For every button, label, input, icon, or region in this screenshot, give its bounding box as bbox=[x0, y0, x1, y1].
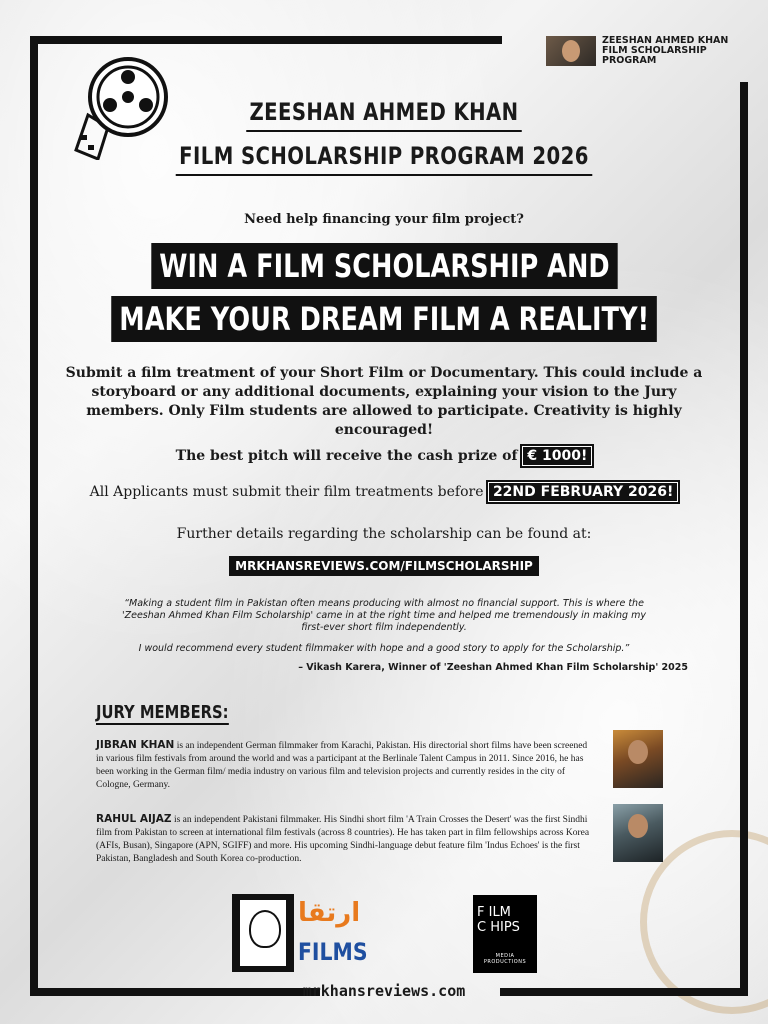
testimonial-quote: “Making a student film in Pakistan often means producing with almost no financial support. This is where the 'Zeeshan Ahmed Khan Film Scholarship' came in at the right time and helped me tremendously in making my first-ever short film independently. bbox=[122, 598, 646, 633]
jury-bio-1 bbox=[96, 739, 596, 792]
jury-name-2: RAHUL AIJAZ bbox=[96, 813, 172, 825]
question-text: Need help financing your film project? bbox=[244, 212, 524, 227]
headline-banner-line2: MAKE YOUR DREAM FILM A REALITY! bbox=[0, 296, 768, 342]
details-text: Further details regarding the scholarship can be found at: bbox=[176, 526, 592, 542]
brand-badge bbox=[546, 36, 732, 66]
prize-text: The best pitch will receive the cash prize of bbox=[175, 448, 518, 464]
jury-photo-1 bbox=[613, 730, 663, 788]
chips-line2: C HIPS bbox=[477, 920, 520, 935]
founder-photo bbox=[546, 36, 596, 66]
prize-amount: € 1000! bbox=[522, 446, 592, 466]
headline-banner-line1: WIN A FILM SCHOLARSHIP AND bbox=[0, 243, 768, 289]
irtiqa-films-logo bbox=[232, 894, 367, 972]
deadline-date: 22ND FEBRUARY 2026! bbox=[488, 482, 678, 502]
program-title-line1: ZEESHAN AHMED KHAN bbox=[69, 98, 699, 126]
irtiqa-films-wordmark: FILMS bbox=[298, 938, 368, 966]
testimonial-attribution: – Vikash Karera, Winner of 'Zeeshan Ahmed Khan Film Scholarship' 2025 bbox=[298, 662, 688, 673]
film-strip-icon bbox=[232, 894, 294, 972]
testimonial-quote-closing: I would recommend every student filmmaker with hope and a good story to apply for the Scholarship.” bbox=[138, 643, 630, 654]
submission-description: Submit a film treatment of your Short Film or Documentary. This could include a storyboard or any additional documents, explaining your vision to the Jury members. Only Film students are allowed to participate. Creativity is highly encouraged! bbox=[65, 365, 703, 438]
jury-bio-text-2: is an independent Pakistani filmmaker. His Sindhi short film 'A Train Crosses the Desert' was the first Sindhi film from Pakistan to screen at international film festivals (across 8 countries). He has taken part in film fellowships across Korea (AFIs, Busan), Singapore (APN, SGIFF) and more. His upcoming Sindhi-language debut feature film 'Indus Echoes' is the first Pakistan, Bangladesh and South Korea co-production. bbox=[96, 815, 590, 864]
brand-badge-text: ZEESHAN AHMED KHAN FILM SCHOLARSHIP PROGRAM bbox=[602, 35, 729, 66]
frame-border-left bbox=[30, 36, 38, 996]
irtiqa-urdu-wordmark: ارتقا bbox=[298, 898, 361, 928]
details-url[interactable] bbox=[0, 555, 768, 576]
jury-name-1: JIBRAN KHAN bbox=[96, 739, 175, 751]
footer-website[interactable]: mrkhansreviews.com bbox=[302, 982, 466, 1000]
chips-line1: F ILM bbox=[477, 905, 511, 920]
program-title-line2: FILM SCHOLARSHIP PROGRAM 2026 bbox=[69, 142, 699, 170]
details-url-link[interactable]: MRKHANSREVIEWS.COM/FILMSCHOLARSHIP bbox=[229, 556, 539, 576]
jury-bio-2 bbox=[96, 813, 596, 866]
jury-bio-text-1: is an independent German filmmaker from Karachi, Pakistan. His directorial short films have been screened in various film festivals from around the world and was a participant at the Berlinale Talent Campus in 2011. Since 2016, he has been working in the German film/ media industry on various film and television projects and currently resides in the city of Cologne, Germany. bbox=[96, 741, 588, 790]
deadline-line bbox=[0, 482, 768, 502]
jury-heading: JURY MEMBERS: bbox=[96, 702, 229, 723]
film-chips-logo bbox=[473, 895, 537, 973]
chips-subtitle: MEDIA PRODUCTIONS bbox=[483, 953, 527, 965]
jury-photo-2 bbox=[613, 804, 663, 862]
prize-line bbox=[0, 446, 768, 466]
deadline-text: All Applicants must submit their film treatments before bbox=[89, 484, 484, 500]
frame-border-top bbox=[30, 36, 502, 44]
